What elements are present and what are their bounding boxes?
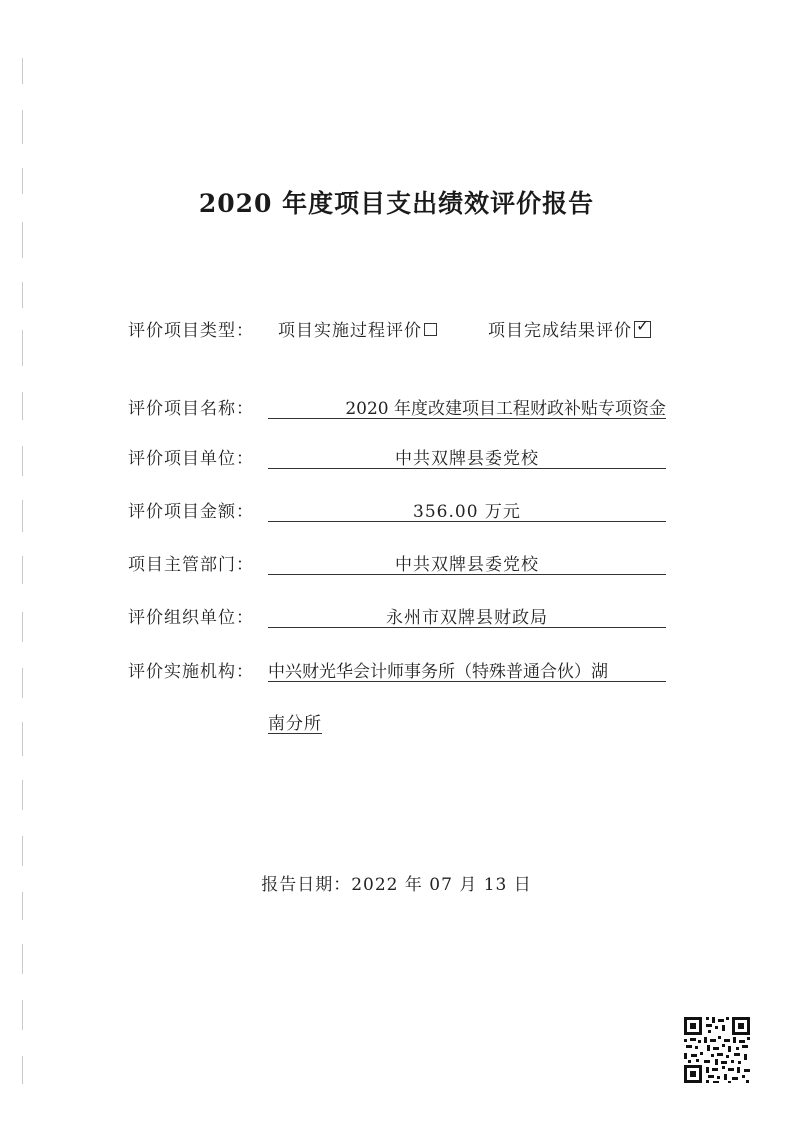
report-title: 2020 年度项目支出绩效评价报告 (198, 189, 595, 218)
result-evaluation-label: 项目完成结果评价 (488, 321, 632, 341)
scan-edge-mark (22, 110, 27, 144)
scan-edge-mark (22, 446, 27, 476)
project-name-row (128, 394, 668, 420)
qr-code-icon (682, 1015, 752, 1085)
scan-edge-mark (22, 722, 27, 756)
scan-edge-mark (22, 668, 27, 698)
scan-edge-mark (22, 556, 27, 584)
report-date: 报告日期：2022 年 07 月 13 日 (261, 875, 532, 895)
project-unit-label: 评价项目单位： (128, 449, 254, 469)
scan-edge-mark (22, 222, 27, 258)
evaluation-type-label: 评价项目类型： (128, 321, 254, 341)
scan-edge-mark (22, 500, 27, 532)
scan-edge-mark (22, 282, 27, 308)
scan-edge-mark (22, 1000, 27, 1030)
process-evaluation-option[interactable] (278, 316, 437, 341)
scan-edge-mark (22, 944, 27, 974)
institution-row (128, 657, 668, 737)
result-evaluation-option[interactable] (488, 316, 651, 341)
organizer-label: 评价组织单位： (128, 608, 254, 628)
institution-label: 评价实施机构： (128, 662, 254, 682)
evaluation-type-row (128, 316, 688, 342)
organizer-row (128, 603, 668, 629)
project-name-label: 评价项目名称： (128, 399, 254, 419)
scan-edge-mark (22, 892, 27, 920)
department-row (128, 550, 668, 576)
scan-edge-mark (22, 330, 27, 366)
result-evaluation-checkbox[interactable] (634, 316, 651, 338)
project-amount-value: 356.00 万元 (268, 497, 666, 522)
scan-edge-mark (22, 780, 27, 810)
institution-value-line1: 中兴财光华会计师事务所（特殊普通合伙）湖 (268, 657, 666, 682)
project-amount-label: 评价项目金额： (128, 502, 254, 522)
project-amount-row (128, 497, 668, 523)
department-label: 项目主管部门： (128, 555, 254, 575)
scan-edge-mark (22, 58, 27, 84)
project-unit-row (128, 444, 668, 470)
project-name-value: 2020 年度改建项目工程财政补贴专项资金 (268, 394, 666, 419)
department-value: 中共双牌县委党校 (268, 550, 666, 575)
check-mark-icon: ✓ (636, 316, 651, 335)
institution-value-line2: 南分所 (268, 709, 322, 734)
scan-edge-mark (22, 612, 27, 642)
project-unit-value: 中共双牌县委党校 (268, 444, 666, 469)
process-evaluation-checkbox[interactable] (424, 323, 437, 336)
scan-edge-mark (22, 392, 27, 420)
organizer-value: 永州市双牌县财政局 (268, 603, 666, 628)
scan-edge-mark (22, 836, 27, 866)
process-evaluation-label: 项目实施过程评价 (278, 321, 422, 341)
scan-edge-mark (22, 1056, 27, 1084)
